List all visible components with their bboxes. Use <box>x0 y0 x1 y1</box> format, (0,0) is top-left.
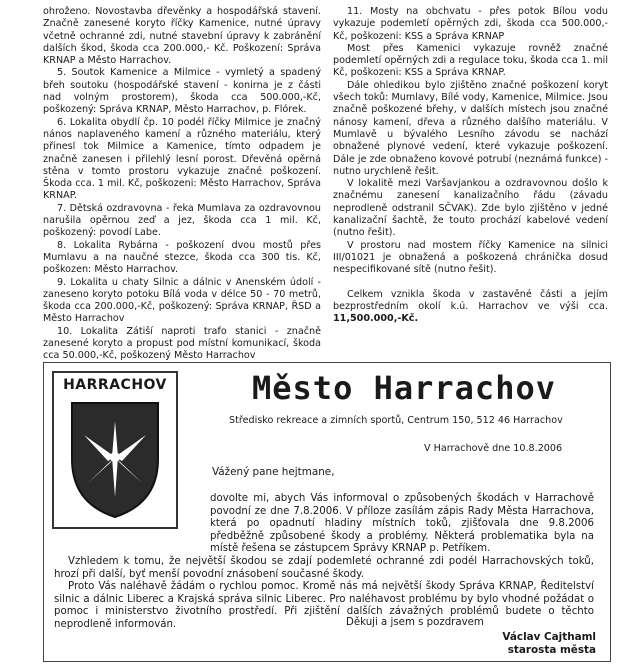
paragraph: ohroženo. Novostavba dřevěnky a hospodářská stavení. Značně zanesené koryto říčky Kamenice, nutné úpravy včetně ochranné zdi, nutné stavební úpravy k zabránění dalších škod, škoda cca 200.000,- Kč. Poškození: Správa KRNAP a Město Harrachov. <box>43 6 321 67</box>
letter-date: V Harrachově dne 10.8.2006 <box>424 443 563 454</box>
total-text: Celkem vznikla škoda v zastavěné části a jejím bezprostředním okolí k.ú. Harrachov ve výši cca. <box>333 288 608 312</box>
paragraph: 9. Lokalita u chaty Silnic a dálnic v Anenském údolí - zaneseno koryto potoku Bílá voda v délce 50 - 70 metrů, škoda cca 200.000,-Kč, poškozený: Správa KRNAP, ŘSD a Město Harrachov <box>43 276 321 325</box>
paragraph: 10. Lokalita Zátiší naproti trafo stanici - značně zanesené koryto a propust pod místní komunikací, škoda cca 50.000,-Kč, poškozený Město Harrachov <box>43 325 321 362</box>
paragraph: 11. Mosty na obchvatu - přes potok Bílou vodu vykazuje podemletí opěrných zdi, škoda cca 500.000,-Kč, poškozeni: KSS a Správa KRNAP <box>333 6 608 42</box>
signer-title: starosta města <box>507 644 596 656</box>
paragraph: 8. Lokalita Rybárna - poškození dvou mostů přes Mumlavu a na naučné stezce, škoda cca 300 tis. Kč, poškozen: Město Harrachov. <box>43 239 321 276</box>
left-column <box>43 6 321 363</box>
total-paragraph <box>333 289 608 326</box>
paragraph: V lokalitě mezi Varšavjankou a ozdravovnou došlo k značnému zanesení kanalizačního řádu (závadu neprodleně odstranil SČVAK). Zde bylo zjištěno v jedné kanalizační šachtě, že touto prochází kabelové vedení (nutno řešit). <box>333 178 608 239</box>
letter-box <box>43 362 611 662</box>
paragraph: Most přes Kamenici vykazuje rovněž značné podemletí opěrných zdi a regulace toku, škoda cca 1. mil Kč, poškozeni: KSS a Správa KRNAP. <box>333 42 608 79</box>
signature-block <box>502 631 596 657</box>
letter-paragraph: Proto Vás naléhavě žádám o rychlou pomoc. Kromě nás má největší škody Správa KRNAP, Ředitelství silnic a dálnic Liberec a Krajská správa silnic Liberec. Pro naléhavost problému by bylo vhodné požádat o pomoc i ministerstvo životního prostředí. Při zjištění dalších závažných problémů budete o těchto neprodleně informován. <box>54 581 594 630</box>
letter-body <box>54 493 594 632</box>
paragraph: 7. Dětská ozdravovna - řeka Mumlava za ozdravovnou narušila opěrnou zeď a jez, škoda cca 1 mil. Kč, poškozený: povodí Labe. <box>43 202 321 239</box>
letter-paragraph: dovolte mi, abych Vás informoval o způsobených škodách v Harrachově povodní ze dne 7.8.2006. V příloze zasílám zápis Rady Města Harrachova, která po opadnutí hladiny místních toků, zjišťovala dne 9.8.2006 předběžně způsobené škody a problémy. Některá problematika byla na místě řešena se zástupcem Správy KRNAP p. Petříkem. <box>210 493 594 555</box>
right-column <box>333 6 608 325</box>
paragraph: Dále ohledikou bylo zjištěno značné poškození koryt všech toků: Mumlavy, Bílé vody, Kamenice, Milmice. Jsou značně poškozené břehy, v dalších místech jsou značné nánosy kamení, dřeva a různého dalšího materiálu. V Mumlavě u bývalého Lesního závodu se nachází obnažené plynové vedení, které vykazuje poškození. Dále je zde obnaženo kovové potrubí (neznámá funkce) - nutno urychleně řešit. <box>333 79 608 177</box>
logo-text: HARRACHOV <box>63 377 167 393</box>
letter-paragraph: Vzhledem k tomu, že největší škodou se zdají podemleté ochranné zdi podél Harrachovských toků, hrozí při další, byť menší povodní znásobení současné škody. <box>54 555 594 580</box>
paragraph: 5. Soutok Kamenice a Milmice - vymletý a spadený břeh soutoku (hospodářské stavení - konirna je z části nad volným prostorem), škoda cca 500.000,-Kč, poškozený: Správa KRNAP, Město Harrachov, p. Flórek. <box>43 67 321 116</box>
signer-name: Václav Cajthaml <box>502 631 596 643</box>
salutation: Vážený pane hejtmane, <box>212 466 335 478</box>
closing: Děkuji a jsem s pozdravem <box>346 617 484 628</box>
paragraph: 6. Lokalita obydlí čp. 10 podél říčky Milmice je značný nános naplaveného kamení a různého materiálu, který přinesl tok Milmice a Kamenice, tímto odpadem je značně zanesen i přilehlý lesní porost. Dřevěná opěrná stěna v tomto prostoru vykazuje značné poškození. Škoda cca. 1 mil. Kč, poškozeni: Město Harrachov, Správa KRNAP. <box>43 116 321 202</box>
town-subtitle: Středisko rekreace a zimních sportů, Centrum 150, 512 46 Harrachov <box>229 415 563 426</box>
total-amount: 11,500.000,-Kč. <box>333 313 419 325</box>
town-name: Město Harrachov <box>252 369 556 407</box>
paragraph: V prostoru nad mostem říčky Kamenice na silnici III/01021 je obnažená a poškozená chránička dosud nespecifikované sítě (nutno řešit). <box>333 239 608 276</box>
